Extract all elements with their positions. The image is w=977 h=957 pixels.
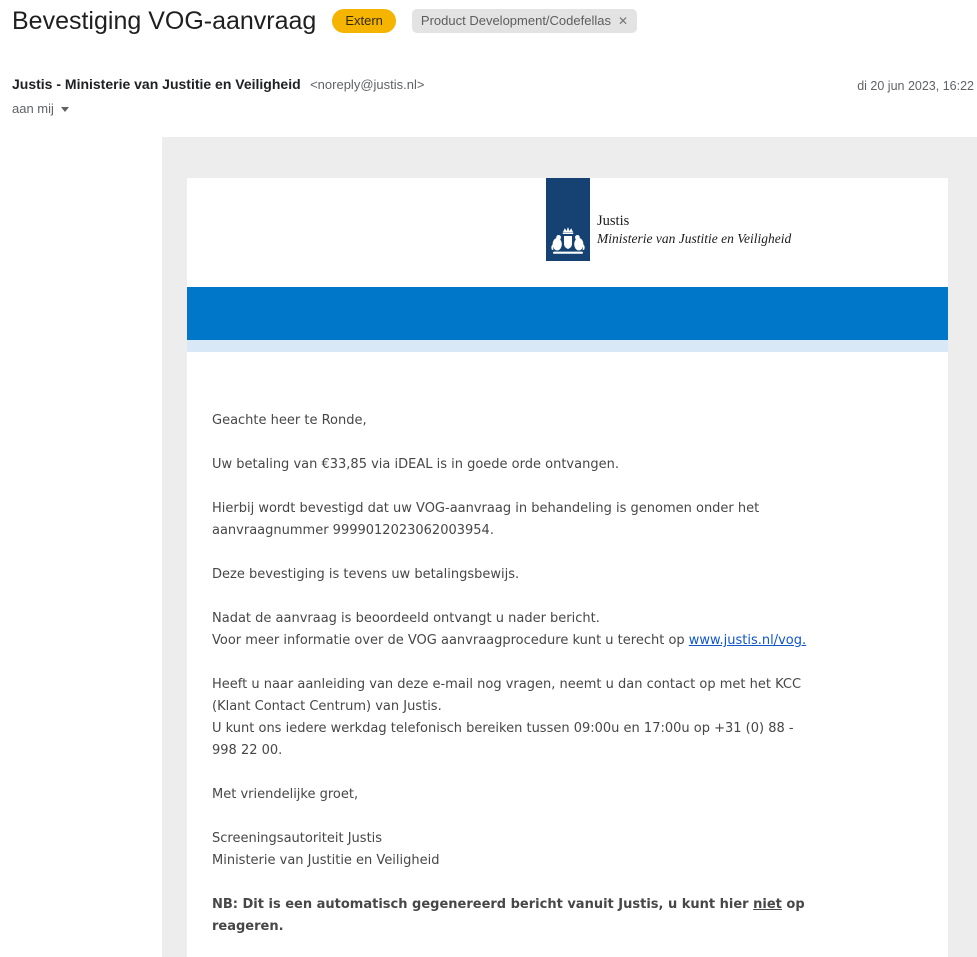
text-line: Met vriendelijke groet,	[212, 787, 359, 802]
justis-vog-link[interactable]: www.justis.nl/vog.	[688, 633, 807, 648]
sender-name: Justis - Ministerie van Justitie en Veiligheid	[12, 76, 301, 92]
signature-ministry: Ministerie van Justitie en Veiligheid	[212, 853, 440, 868]
text-line: reageren.	[212, 919, 284, 934]
paragraph-info	[212, 608, 923, 652]
text-line: Heeft u naar aanleiding van deze e-mail nog vragen, neemt u dan contact op met het KCC	[212, 677, 802, 692]
email-body-background	[162, 137, 977, 957]
paragraph-payment	[212, 454, 923, 476]
logo-title: Justis	[597, 213, 630, 229]
info-prefix: Voor meer informatie over de VOG aanvraagprocedure kunt u terecht op	[212, 633, 689, 648]
paragraph-signature	[212, 828, 923, 872]
nb-emphasis: niet	[753, 897, 782, 912]
label-chip[interactable]	[412, 9, 637, 33]
paragraph-confirmation	[212, 498, 923, 542]
email-subject: Bevestiging VOG-aanvraag	[12, 7, 317, 35]
light-blue-strip	[187, 340, 948, 352]
sender-email: <noreply@justis.nl>	[310, 77, 425, 92]
paragraph-receipt	[212, 564, 923, 586]
label-chip-text: Product Development/Codefellas	[420, 13, 611, 28]
remove-label-icon[interactable]: ✕	[617, 14, 629, 28]
text-line: Nadat de aanvraag is beoordeeld ontvangt u nader bericht.	[212, 611, 600, 626]
chevron-down-icon	[61, 107, 69, 112]
message-text	[187, 352, 948, 938]
email-content-card	[187, 178, 948, 957]
text-line	[212, 897, 805, 912]
sender-row	[12, 76, 424, 94]
recipient-label: aan mij	[12, 101, 54, 116]
external-badge: Extern	[332, 9, 396, 33]
paragraph-greeting	[212, 410, 923, 432]
text-line: Uw betaling van €33,85 via iDEAL is in goede orde ontvangen.	[212, 457, 619, 472]
message-date: di 20 jun 2023, 16:22	[857, 79, 974, 93]
application-number: aanvraagnummer 9999012023062003954.	[212, 523, 494, 538]
text-line	[212, 633, 806, 648]
nb-prefix: NB: Dit is een automatisch gegenereerd bericht vanuit Justis, u kunt hier	[212, 897, 754, 912]
signature-org: Screeningsautoriteit Justis	[212, 831, 383, 846]
subject-row	[12, 4, 969, 38]
logo-header	[187, 178, 948, 287]
blue-banner	[187, 287, 948, 340]
logo-subtitle: Ministerie van Justitie en Veiligheid	[597, 231, 792, 246]
phone-number: 998 22 00.	[212, 743, 283, 758]
text-line: Geachte heer te Ronde,	[212, 413, 367, 428]
paragraph-contact	[212, 674, 923, 762]
text-line: Deze bevestiging is tevens uw betalingsbewijs.	[212, 567, 520, 582]
recipient-details-toggle[interactable]	[12, 101, 69, 116]
nb-suffix: op	[781, 897, 805, 912]
logo-wordmark	[597, 213, 791, 247]
paragraph-no-reply-notice	[212, 894, 923, 938]
paragraph-closing	[212, 784, 923, 806]
text-line: U kunt ons iedere werkdag telefonisch bereiken tussen 09:00u en 17:00u op +31 (0) 88 -	[212, 721, 794, 736]
text-line: (Klant Contact Centrum) van Justis.	[212, 699, 442, 714]
dutch-coat-of-arms-icon	[550, 226, 586, 256]
rijksoverheid-logo-flag	[546, 178, 590, 261]
text-line: Hierbij wordt bevestigd dat uw VOG-aanvraag in behandeling is genomen onder het	[212, 501, 760, 516]
